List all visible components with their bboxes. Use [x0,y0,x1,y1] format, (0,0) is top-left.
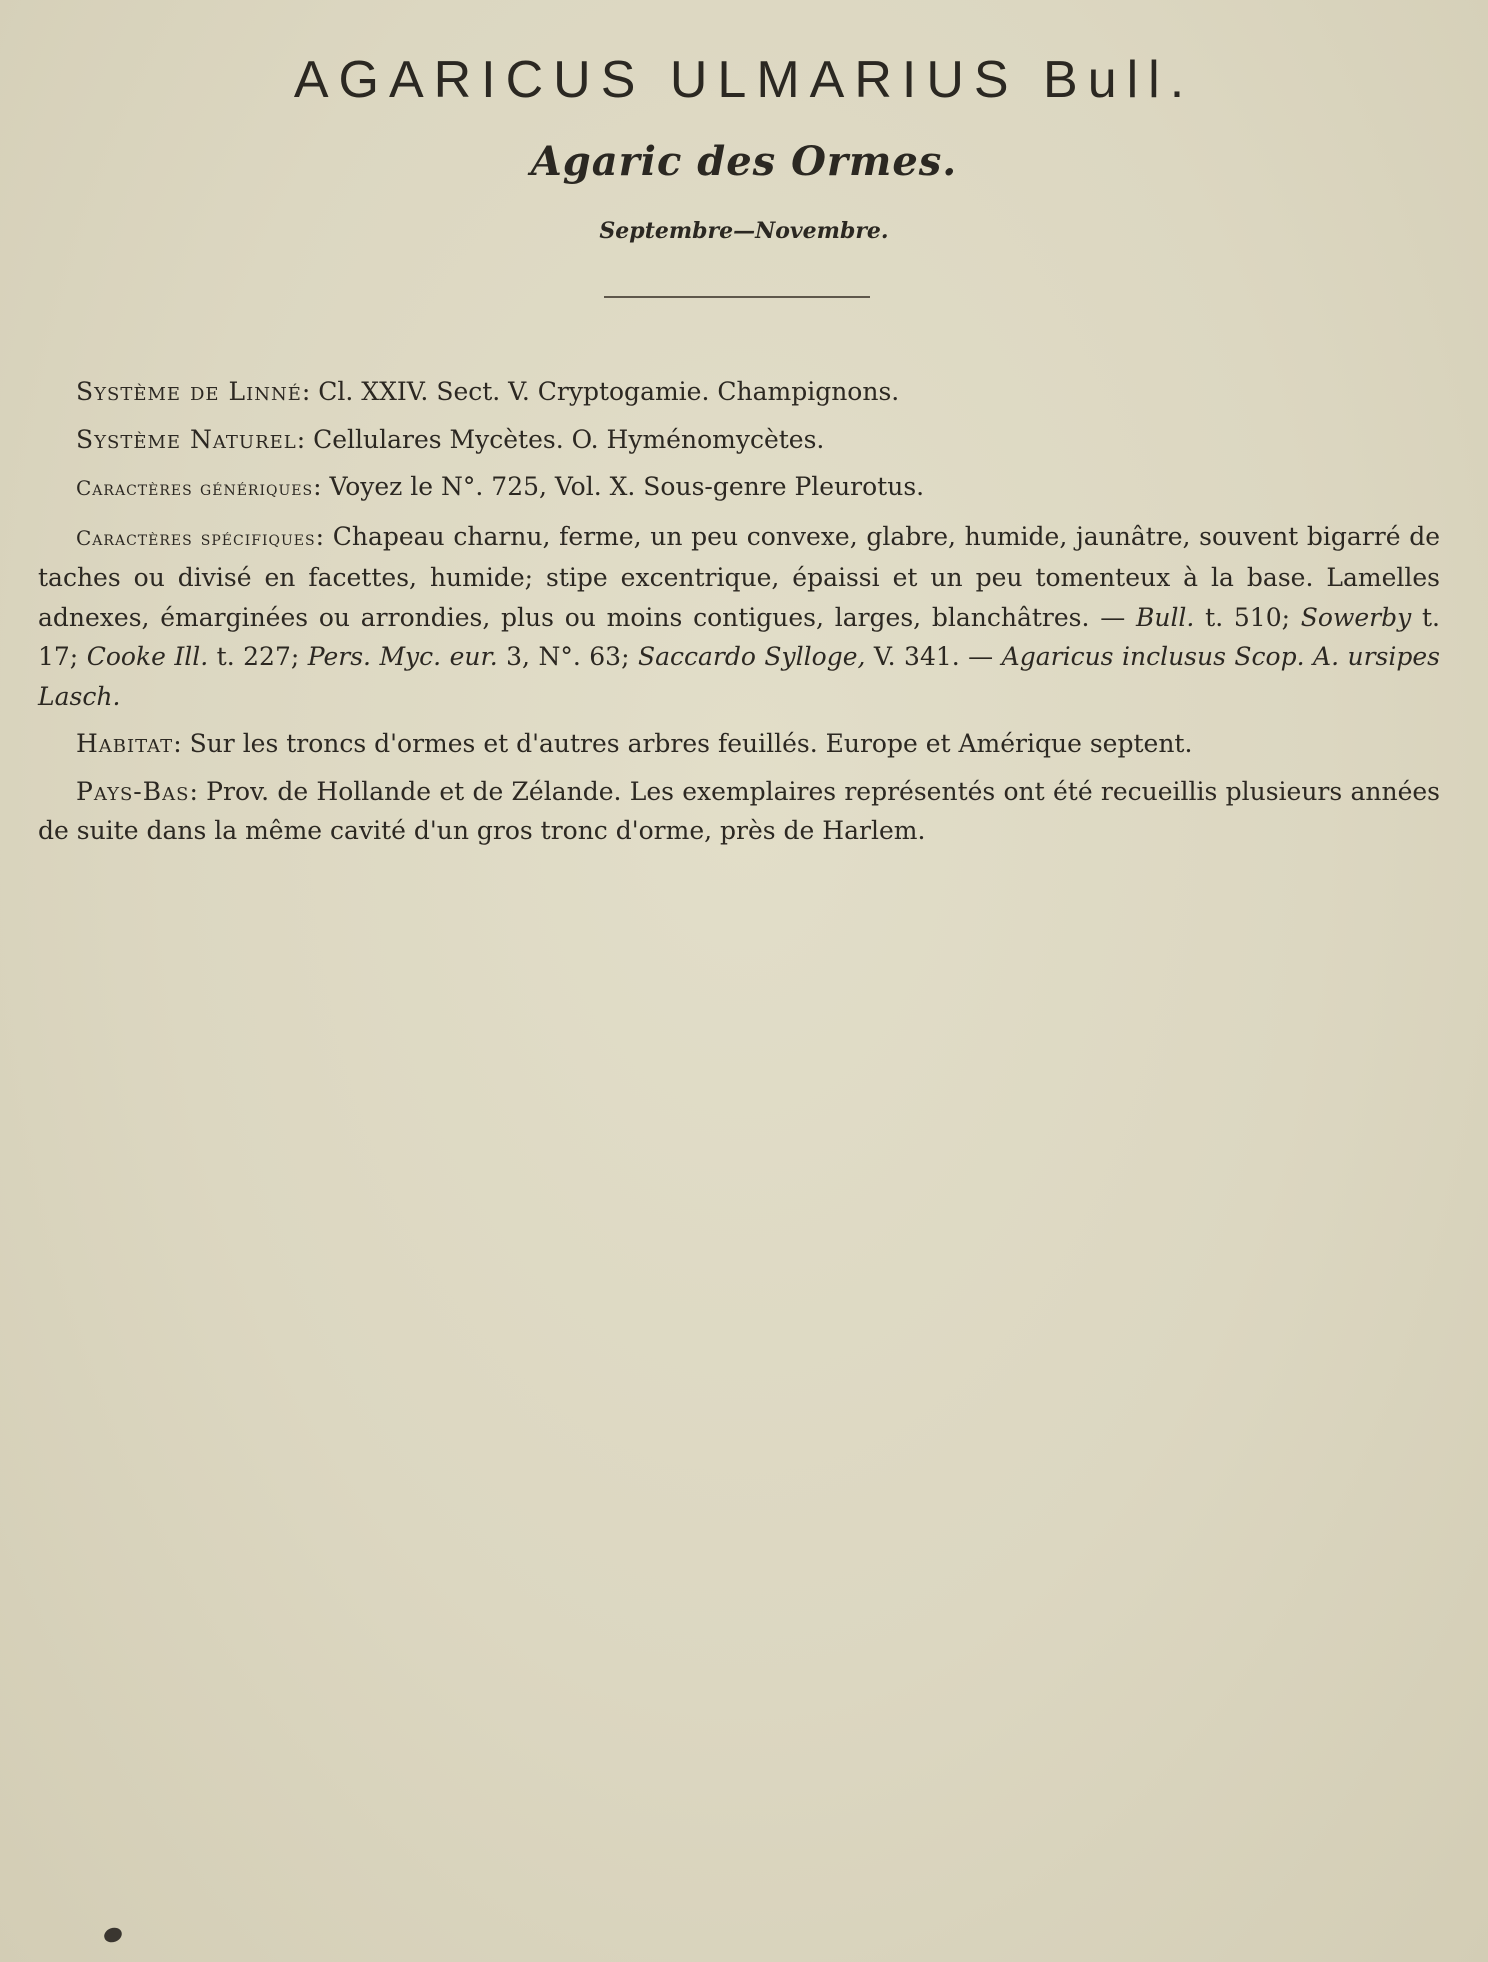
section-text: Cl. XXIV. Sect. V. Cryptogamie. Champignons. [318,377,900,406]
section-separator: : [296,424,314,454]
section-label: Pays-Bas [76,776,190,806]
section-separator: : [189,776,207,806]
section-separator: : [301,377,319,406]
section-generiques [38,467,1440,509]
section-separator: : [313,472,330,501]
reference-synonyms: Agaricus inclusus Scop. A. ursipes Lasch. [38,642,1440,711]
section-text: Cellulares Mycètes. O. Hyménomycètes. [313,424,825,454]
section-label: Habitat [76,729,174,758]
section-label: Caractères génériques [76,476,314,500]
section-separator: : [315,521,333,551]
reference-persoon: Pers. Myc. eur. [307,642,498,671]
reference-cooke: Cooke Ill. [86,642,209,671]
section-text: Voyez le N°. 725, Vol. X. Sous-genre Pleurotus. [329,472,925,501]
page-title: AGARICUS ULMARIUS Bull. [293,51,1195,109]
page-subtitle: Agaric des Ormes. [530,138,958,185]
reference-detail: t. 510; [1194,602,1301,632]
section-label: Système de Linné [76,377,302,406]
section-separator: : [173,729,190,758]
divider [604,296,870,298]
section-paysbas [38,772,1440,851]
season-range: Septembre—Novembre. [599,218,889,244]
section-text: Chapeau charnu, ferme, un peu convexe, glabre, humide, jaunâtre, souvent bigarré de taches ou divisé en facettes, humide; stipe excentrique, épaissi et un peu tomenteux à la base. Lamelles adnexes, émarginées ou arrondies, plus ou moins contigues, larges, blanchâtres. — [38,521,1440,632]
description-body [38,372,1440,859]
section-label: Caractères spécifiques [76,525,316,550]
section-linne [38,372,1440,412]
section-text: Prov. de Hollande et de Zélande. Les exemplaires représentés ont été recueillis plusieurs années de suite dans la même cavité d'un gros tronc d'orme, près de Harlem. [38,776,1441,845]
reference-detail: 3, N°. 63; [497,642,638,671]
reference-bulliard: Bull. [1135,602,1195,632]
section-naturel [38,420,1440,460]
section-text: Sur les troncs d'ormes et d'autres arbres feuillés. Europe et Amérique septent. [189,729,1193,758]
section-specifiques [38,517,1440,717]
reference-saccardo: Saccardo Sylloge, [637,642,866,671]
section-habitat [38,724,1440,764]
reference-sowerby: Sowerby [1300,602,1412,632]
reference-detail: t. 227; [208,642,308,671]
section-label: Système Naturel [76,424,297,454]
reference-detail: t. 17; [38,602,1440,671]
ink-spot [102,1925,124,1944]
reference-detail: V. 341. — [865,642,1002,671]
